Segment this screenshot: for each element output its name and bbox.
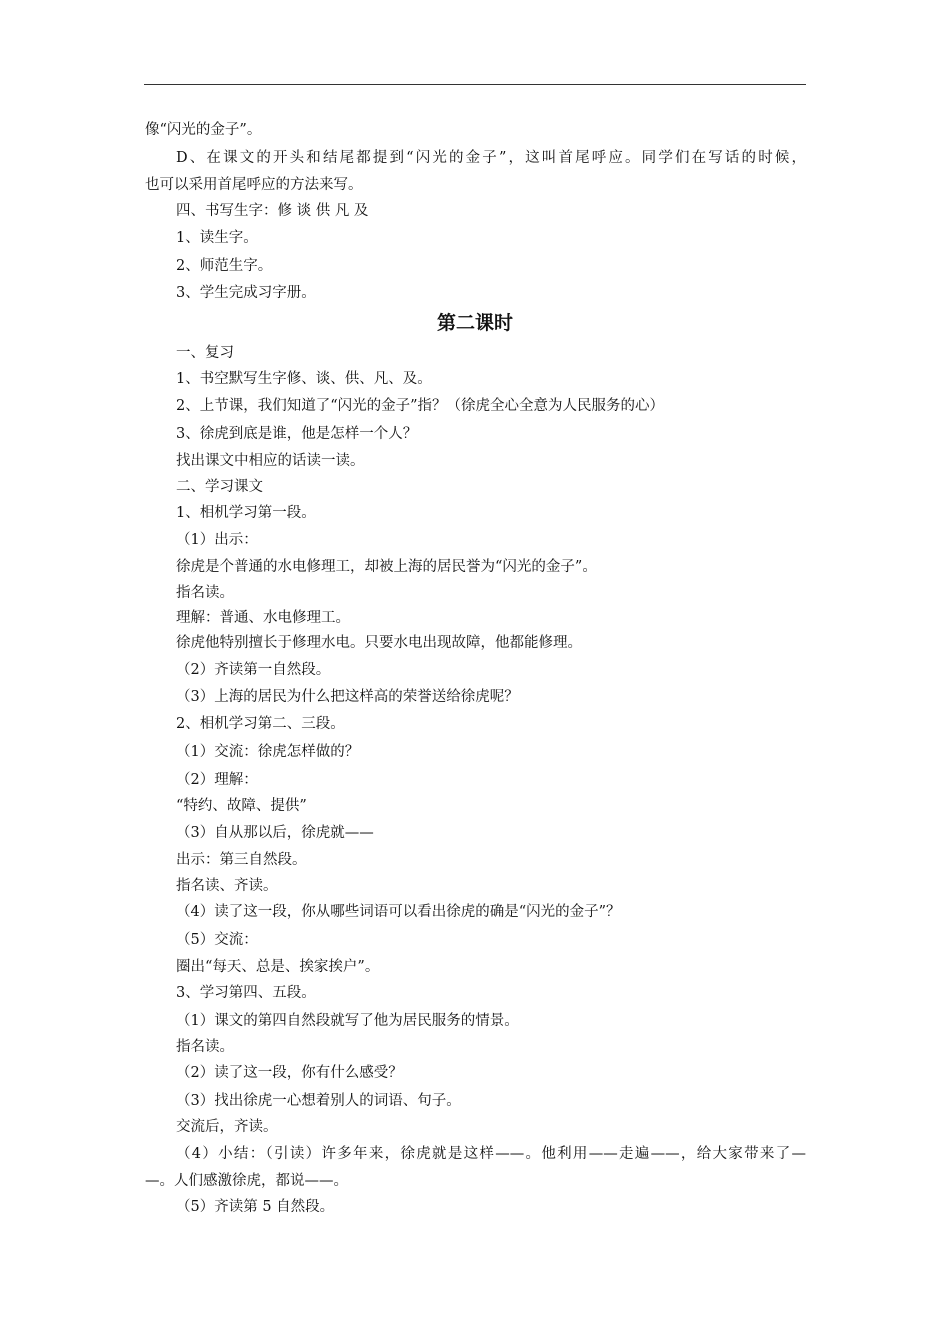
text-line: 理解：普通、水电修理工。	[176, 610, 350, 626]
text-line: （1）交流：徐虎怎样做的？	[176, 744, 360, 760]
text-line: （1）出示：	[176, 532, 258, 548]
text-line: 二、学习课文	[176, 479, 263, 495]
text-line: —。人们感激徐虎，都说——。	[145, 1173, 348, 1189]
text-line: 徐虎是个普通的水电修理工，却被上海的居民誉为“闪光的金子”。	[176, 559, 597, 575]
text-line: 也可以采用首尾呼应的方法来写。	[145, 177, 363, 193]
text-line: 四、书写生字：修 谈 供 凡 及	[176, 203, 369, 219]
text-line: 像“闪光的金子”。	[145, 122, 262, 138]
text-line: 3、学生完成习字册。	[176, 285, 316, 301]
text-line: 交流后，齐读。	[176, 1119, 278, 1135]
text-line: 2、相机学习第二、三段。	[176, 716, 345, 732]
text-line: 指名读、齐读。	[176, 878, 278, 894]
text-line: （5）交流：	[176, 932, 258, 948]
text-line: （2）齐读第一自然段。	[176, 662, 331, 678]
text-line: 1、书空默写生字修、谈、供、凡、及。	[176, 371, 432, 387]
text-line: （3）自从那以后，徐虎就——	[176, 825, 374, 841]
text-line: 找出课文中相应的话读一读。	[176, 453, 365, 469]
text-line: D、在课文的开头和结尾都提到“闪光的金子”，这叫首尾呼应。同学们在写话的时候，	[176, 150, 806, 166]
text-line: “特约、故障、提供”	[176, 798, 307, 814]
text-line: 指名读。	[176, 1039, 234, 1055]
text-line: 2、上节课，我们知道了“闪光的金子”指？（徐虎全心全意为人民服务的心）	[176, 398, 665, 414]
section-title: 第二课时	[436, 312, 513, 334]
text-line: （4）读了这一段，你从哪些词语可以看出徐虎的确是“闪光的金子”？	[176, 904, 621, 920]
text-line: 1、读生字。	[176, 230, 258, 246]
text-line: （3）上海的居民为什么把这样高的荣誉送给徐虎呢？	[176, 689, 519, 705]
text-line: （3）找出徐虎一心想着别人的词语、句子。	[176, 1093, 461, 1109]
text-line: 指名读。	[176, 585, 234, 601]
text-line: （5）齐读第 5 自然段。	[176, 1199, 335, 1215]
text-line: 1、相机学习第一段。	[176, 505, 316, 521]
header-rule	[144, 84, 806, 85]
text-line: （1）课文的第四自然段就写了他为居民服务的情景。	[176, 1013, 519, 1029]
text-line: 3、学习第四、五段。	[176, 985, 316, 1001]
text-line: （4）小结：（引读）许多年来，徐虎就是这样——。他利用——走遍——，给大家带来了—	[176, 1146, 806, 1162]
text-line: 圈出“每天、总是、挨家挨户”。	[176, 959, 380, 975]
text-line: 2、师范生字。	[176, 258, 273, 274]
text-line: （2）理解：	[176, 772, 258, 788]
text-line: （2）读了这一段，你有什么感受？	[176, 1065, 403, 1081]
text-line: 出示：第三自然段。	[176, 852, 307, 868]
text-line: 3、徐虎到底是谁，他是怎样一个人？	[176, 426, 418, 442]
text-line: 徐虎他特别擅长于修理水电。只要水电出现故障，他都能修理。	[176, 635, 582, 651]
text-line: 一、复习	[176, 345, 234, 361]
